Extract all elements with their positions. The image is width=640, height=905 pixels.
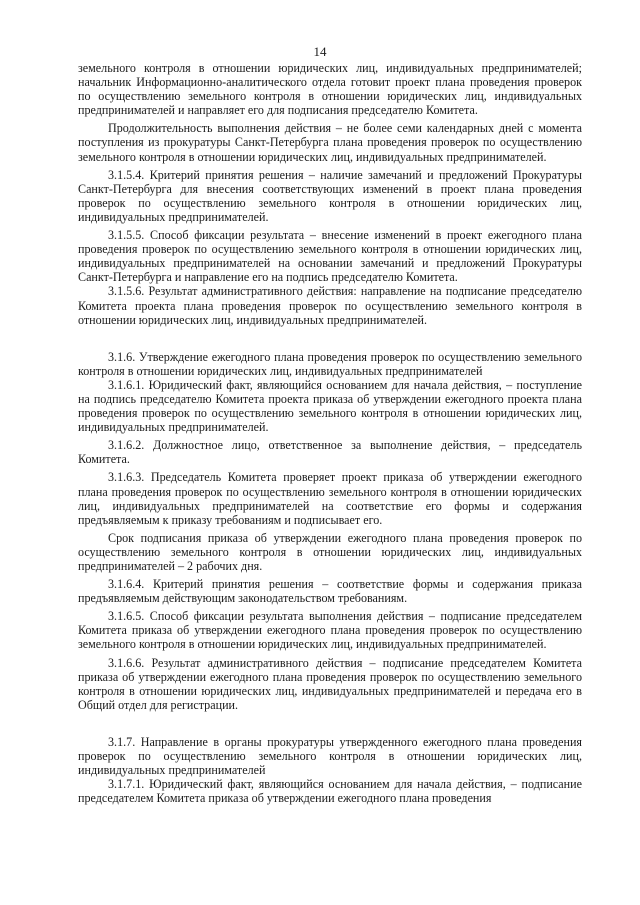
page-number: 14 <box>313 44 327 59</box>
paragraph: 3.1.6. Утверждение ежегодного плана проведения проверок по осуществлению земельного контроля в отношении юридических лиц, индивидуальных предпринимателей <box>78 349 582 378</box>
paragraph: 3.1.6.4. Критерий принятия решения – соответствие формы и содержания приказа предъявляемым действующим законодательством требованиям. <box>78 577 582 606</box>
paragraph: земельного контроля в отношении юридических лиц, индивидуальных предпринимателей; начальник Информационно-аналитического отдела готовит проект плана проведения проверок по осуществлению земельного контроля в отношении юридических лиц, индивидуальных предпринимателей и направляет его для подписания председателю Комитета. <box>78 61 582 118</box>
paragraph: 3.1.6.5. Способ фиксации результата выполнения действия – подписание председателем Комитета приказа об утверждении ежегодного плана проведения проверок по осуществлению земельного контроля в отношении юридических лиц, индивидуальных предпринимателей. <box>78 609 582 652</box>
paragraph: 3.1.7. Направление в органы прокуратуры утвержденного ежегодного плана проведения проверок по осуществлению земельного контроля в отношении юридических лиц, индивидуальных предпринимателей <box>78 734 582 778</box>
paragraph: 3.1.5.5. Способ фиксации результата – внесение изменений в проект ежегодного плана проведения проверок по осуществлению земельного контроля в отношении юридических лиц, индивидуальных предпринимателей на основании замечаний и предложений Прокуратуры Санкт-Петербурга и направление его на подпись председателю Комитета. <box>78 228 582 285</box>
document-text <box>78 61 582 805</box>
paragraph: 3.1.5.4. Критерий принятия решения – наличие замечаний и предложений Прокуратуры Санкт-Петербурга для внесения соответствующих изменений в проект плана проведения проверок по осуществлению земельного контроля в отношении юридических лиц, индивидуальных предпринимателей. <box>78 167 582 224</box>
paragraph: Продолжительность выполнения действия – не более семи календарных дней с момента поступления из прокуратуры Санкт-Петербурга плана проведения проверок по осуществлению земельного контроля в отношении юридических лиц, индивидуальных предпринимателей. <box>78 121 582 164</box>
paragraph: Срок подписания приказа об утверждении ежегодного плана проведения проверок по осуществлению земельного контроля в отношении юридических лиц, индивидуальных предпринимателей – 2 рабочих дня. <box>78 530 582 573</box>
paragraph: 3.1.7.1. Юридический факт, являющийся основанием для начала действия, – подписание председателем Комитета приказа об утверждении ежегодного плана проведения <box>78 777 582 806</box>
paragraph: 3.1.6.6. Результат административного действия – подписание председателем Комитета приказа об утверждении ежегодного плана проведения проверок по осуществлению земельного контроля в отношении юридических лиц, индивидуальных предпринимателей и передача его в Общий отдел для регистрации. <box>78 655 582 712</box>
paragraph: 3.1.6.2. Должностное лицо, ответственное за выполнение действия, – председатель Комитета. <box>78 438 582 467</box>
paragraph: 3.1.6.1. Юридический факт, являющийся основанием для начала действия, – поступление на подпись председателю Комитета проекта приказа об утверждении ежегодного проекта плана проведения проверок по осуществлению земельного контроля в отношении юридических лиц, индивидуальных предпринимателей. <box>78 377 582 435</box>
paragraph: 3.1.6.3. Председатель Комитета проверяет проект приказа об утверждении ежегодного плана проведения проверок по осуществлению земельного контроля в отношении юридических лиц, индивидуальных предпринимателей на соответствие его формы и содержания предъявляемым к приказу требованиям и подписывает его. <box>78 470 582 527</box>
paragraph: 3.1.5.6. Результат административного действия: направление на подписание председателю Комитета проекта плана проведения проверок по осуществлению земельного контроля в отношении юридических лиц, индивидуальных предпринимателей. <box>78 284 582 327</box>
